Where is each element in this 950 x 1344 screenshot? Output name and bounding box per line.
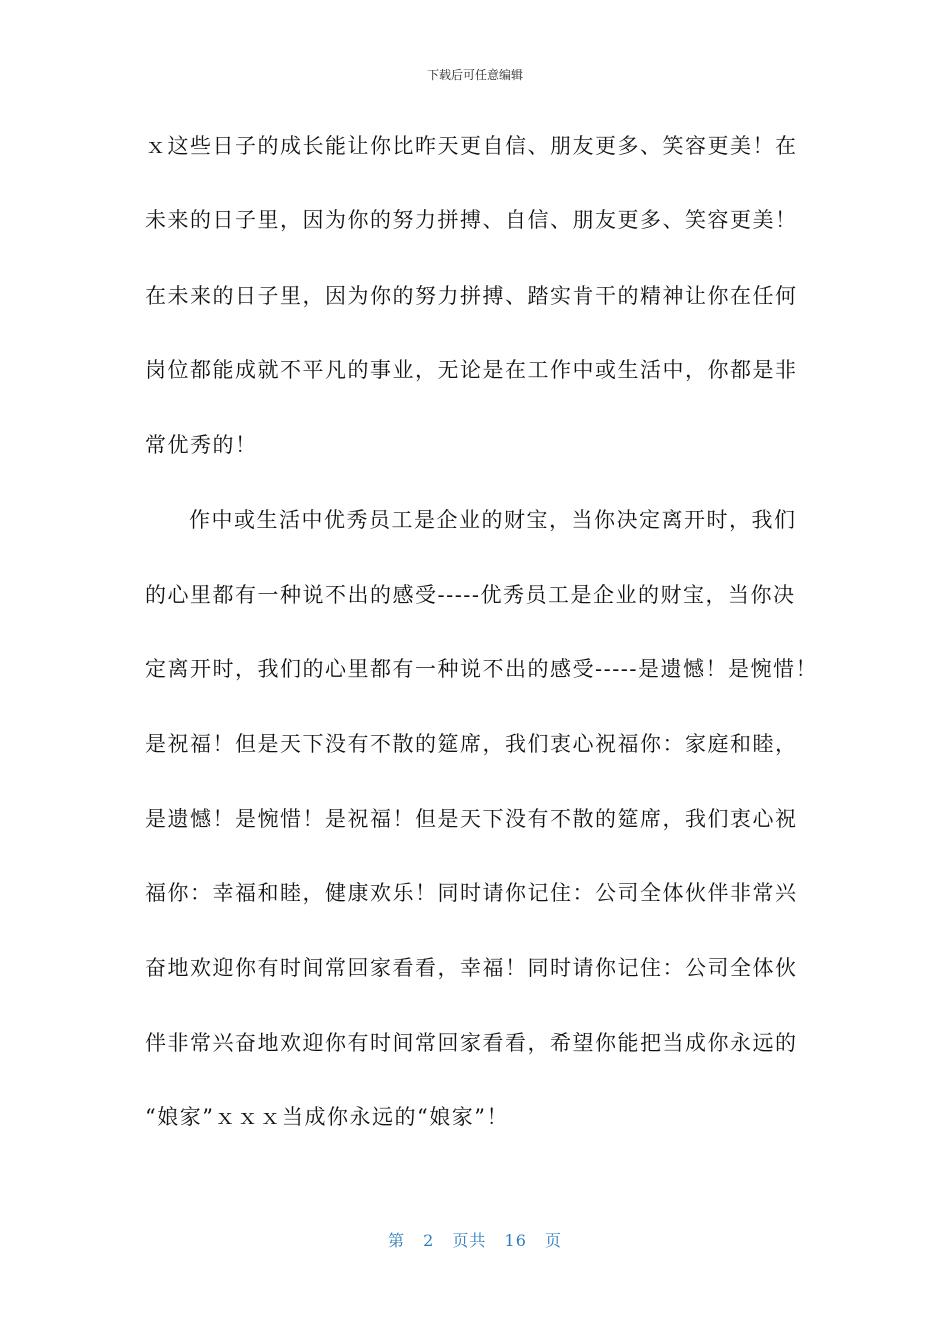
text-line: 常优秀的！ [145, 433, 258, 457]
page-suffix: 页 [544, 1231, 562, 1250]
page-mid: 页共 [452, 1231, 487, 1250]
text-line: 作中或生活中优秀员工是企业的财宝，当你决定离开时，我们 [189, 508, 797, 532]
text-line: 的心里都有一种说不出的感受-----优秀员工是企业的财宝，当你决 [145, 583, 796, 607]
text-line: 福你：幸福和睦，健康欢乐！同时请你记住：公司全体伙伴非常兴 [145, 881, 798, 905]
text-line: 未来的日子里，因为你的努力拼搏、自信、朋友更多、笑容更美！ [145, 208, 798, 232]
total-pages: 16 [504, 1231, 527, 1250]
page-prefix: 第 [388, 1231, 406, 1250]
text-line: 岗位都能成就不平凡的事业，无论是在工作中或生活中，你都是非 [145, 358, 798, 382]
text-line: 是祝福！但是天下没有不散的筵席，我们衷心祝福你：家庭和睦， [145, 732, 798, 756]
page-header: 下载后可任意编辑 [426, 68, 523, 82]
text-line: 定离开时，我们的心里都有一种说不出的感受-----是遗憾！是惋惜！ [145, 657, 818, 681]
text-line: 伴非常兴奋地欢迎你有时间常回家看看，希望你能把当成你永远的 [145, 1031, 798, 1055]
text-line: 奋地欢迎你有时间常回家看看，幸福！同时请你记住：公司全体伙 [145, 956, 798, 980]
page-footer [0, 1228, 950, 1251]
page-number: 2 [423, 1231, 435, 1250]
text-line: “娘家”ｘｘｘ当成你永远的“娘家”！ [145, 1105, 509, 1129]
text-line: 是遗憾！是惋惜！是祝福！但是天下没有不散的筵席，我们衷心祝 [145, 807, 798, 831]
text-line: 在未来的日子里，因为你的努力拼搏、踏实肯干的精神让你在任何 [145, 284, 798, 308]
text-line: ｘ这些日子的成长能让你比昨天更自信、朋友更多、笑容更美！在 [145, 134, 798, 158]
